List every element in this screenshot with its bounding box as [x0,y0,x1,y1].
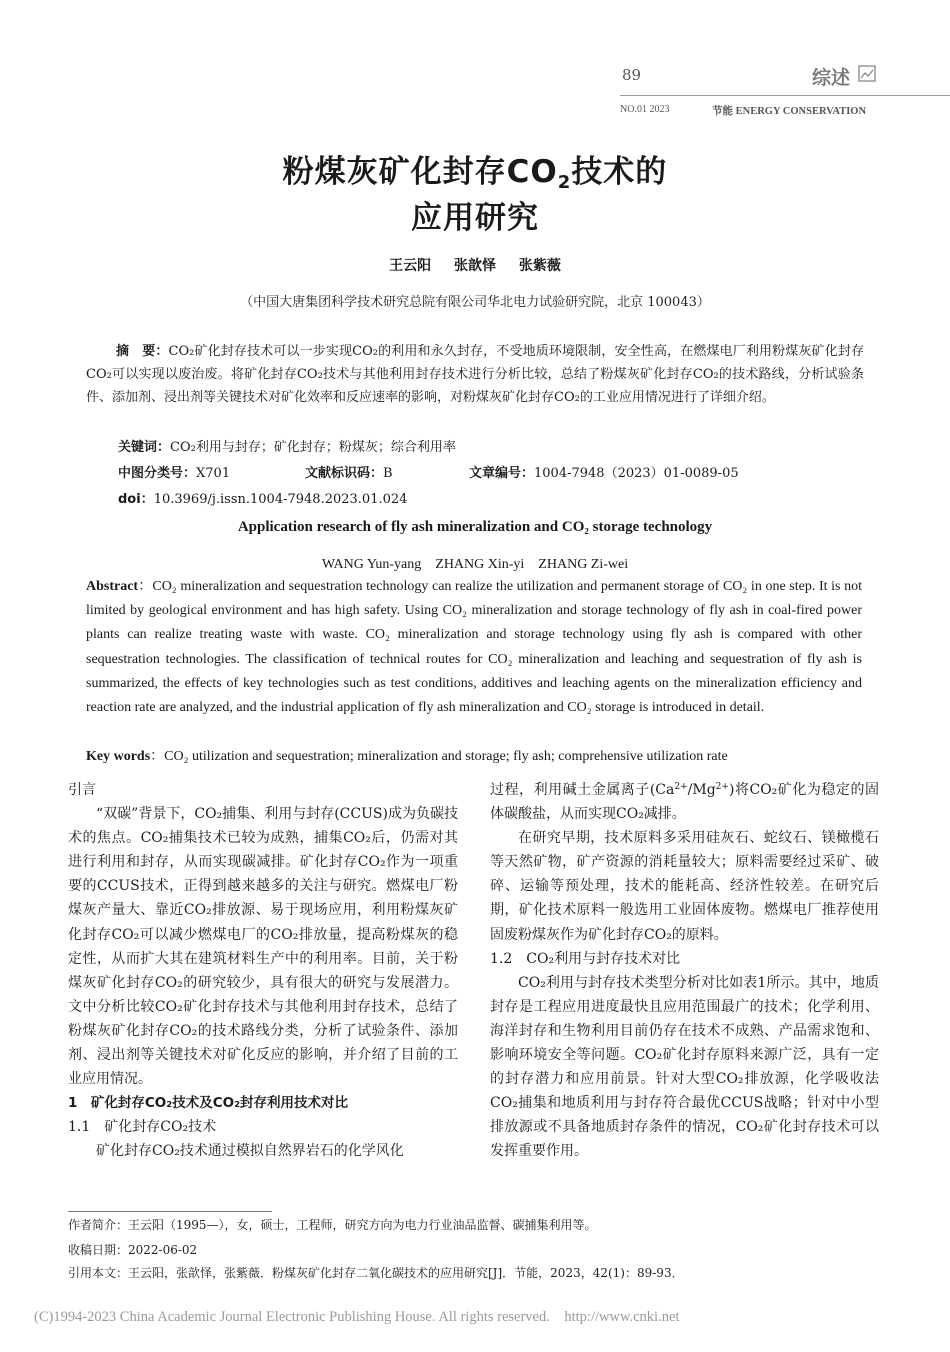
section-heading-intro: 引言 [68,782,96,798]
section-label: 综述 [812,67,851,89]
keywords-cn: 关键词：CO₂利用与封存；矿化封存；粉煤灰；综合利用率 [118,440,456,455]
issue-number: NO.01 2023 [620,104,670,115]
clc-number: 中图分类号：X701 [118,466,231,481]
abstract-cn-label: 摘 要： [116,344,169,359]
affiliation-cn: （中国大唐集团科学技术研究总院有限公司华北电力试验研究院，北京 100043） [240,295,710,310]
english-title: Application research of fly ash mineralization and CO₂ storage technology [237,519,713,535]
body-paragraph: “双碳”背景下，CO₂捕集、利用与封存(CCUS)成为负碳技术的焦点。CO₂捕集技术已较为成熟，捕集CO₂后，仍需对其进行利用和封存，从而实现碳减排。矿化封存CO₂作为一项重要的CCUS技术，正得到越来越多的关注与研究。燃煤电厂粉煤灰产量大、靠近CO₂排放源、易于现场应用，利用粉煤灰矿化封存CO₂可以减少燃煤电厂的CO₂排放量，提高粉煤灰的稳定性，从而扩大其在建筑材料生产中的利用率。目前，关于粉煤灰矿化封存CO₂的研究较少，具有很大的研究与发展潜力。文中分析比较CO₂矿化封存技术与其他利用封存技术，总结了粉煤灰矿化封存CO₂的技术路线分类，分析了试验条件、添加剂、浸出剂等关键技术对矿化反应的影响，并介绍了目前的工业应用情况。 [68,806,458,1088]
body-paragraph: CO₂利用与封存技术类型分析对比如表1所示。其中，地质封存是工程应用进度最快且应用范围最广的技术；化学利用、海洋封存和生物利用目前仍存在技术不成熟、产品需求饱和、影响环境安全等问题。CO₂矿化封存原料来源广泛，具有一定的封存潜力和应用前景。针对大型CO₂排放源，化学吸收法CO₂捕集和地质利用与封存符合最优CCUS战略；针对中小型排放源或不具备地质封存条件的情况，CO₂矿化封存技术可以发挥重要作用。 [490,974,879,1160]
english-abstract: Abstract：CO₂ mineralization and sequestration technology can realize the utilization and permanent storage of CO₂ in one step. It is not limited by geological environment and has high safety. Using CO₂ mineralization and storage technology of fly ash in coal-fired power plants can realize treating waste with waste. CO₂ mineralization and storage technology using fly ash is compared with other sequestration technologies. The classification of technical routes for CO₂ mineralization and leaching and sequestration of fly ash is summarized, the effects of key technologies such as test conditions, additives and leaching agents on the mineralization efficiency and reaction rate are analyzed, and the industrial application of fly ash mineralization and CO₂ storage is introduced in detail. [86,579,862,716]
author: 张歆怿 [454,258,496,274]
author: 张紫薇 [518,258,561,274]
body-right-column [490,778,879,1164]
footnote-rule [68,1211,272,1212]
section-heading-1: 1 矿化封存CO₂技术及CO₂封存利用技术对比 [68,1095,348,1112]
section-heading-1-1: 1.1 矿化封存CO₂技术 [68,1119,217,1136]
abstract-cn [86,340,864,409]
section-icon [858,65,876,82]
english-keywords: Key words：CO₂ utilization and sequestration; mineralization and storage; fly ash; comprehensive utilization rate [86,749,728,764]
copyright-notice: (C)1994-2023 China Academic Journal Electronic Publishing House. All rights reserved. http://www.cnki.net [34,1309,680,1325]
body-paragraph: 在研究早期，技术原料多采用硅灰石、蛇纹石、镁橄榄石等天然矿物，矿产资源的消耗量较大；原料需要经过采矿、破碎、运输等预处理，技术的能耗高、经济性较差。在研究后期，矿化技术原料一般选用工业固体废物。燃煤电厂推荐使用固废粉煤灰作为矿化封存CO₂的原料。 [490,830,879,943]
body-paragraph: 过程，利用碱土金属离子$(Ca^{2+}/Mg^{2+})$将CO₂矿化为稳定的固体碳酸盐，从而实现CO₂减排。 [490,782,879,823]
footnote-citation: 引用本文：王云阳，张歆怿，张紫薇．粉煤灰矿化封存二氧化碳技术的应用研究[J]．节能，2023，42(1)：89-93． [68,1266,684,1280]
footnote-received: 收稿日期：2022-06-02 [68,1243,198,1257]
page-number: 89 [622,66,642,84]
english-authors: WANG Yun-yang ZHANG Xin-yi ZHANG Zi-wei [321,557,629,572]
document-code: 文献标识码：B [305,466,393,481]
article-number: 文章编号：1004-7948（2023）01-0089-05 [469,466,739,481]
body-paragraph: 矿化封存CO₂技术通过模拟自然界岩石的化学风化 [96,1143,404,1160]
paper-title-line2: 应用研究 [411,200,539,236]
journal-name: 节能 ENERGY CONSERVATION [712,106,867,117]
author: 王云阳 [389,258,432,274]
header-rule [620,95,950,96]
section-heading-1-2: 1.2 CO₂利用与封存技术对比 [490,950,681,967]
authors-cn [0,255,950,275]
footnote-author: 作者简介：王云阳（1995—），女，硕士，工程师，研究方向为电力行业油品监督、碳捕集利用等。 [68,1218,597,1232]
body-left-column [68,778,458,1164]
paper-title-line1: 粉煤灰矿化封存$CO_2$技术的 [282,154,668,193]
doi: doi：10.3969/j.issn.1004-7948.2023.01.024 [118,492,408,507]
abstract-cn-text: CO₂矿化封存技术可以一步实现CO₂的利用和永久封存，不受地质环境限制，安全性高，在燃煤电厂利用粉煤灰矿化封存CO₂可以实现以废治废。将矿化封存CO₂技术与其他利用封存技术进行分析比较，总结了粉煤灰矿化封存CO₂的技术路线，分析试验条件、添加剂、浸出剂等关键技术对矿化效率和反应速率的影响，对粉煤灰矿化封存CO₂的工业应用情况进行了详细介绍。 [86,344,864,405]
